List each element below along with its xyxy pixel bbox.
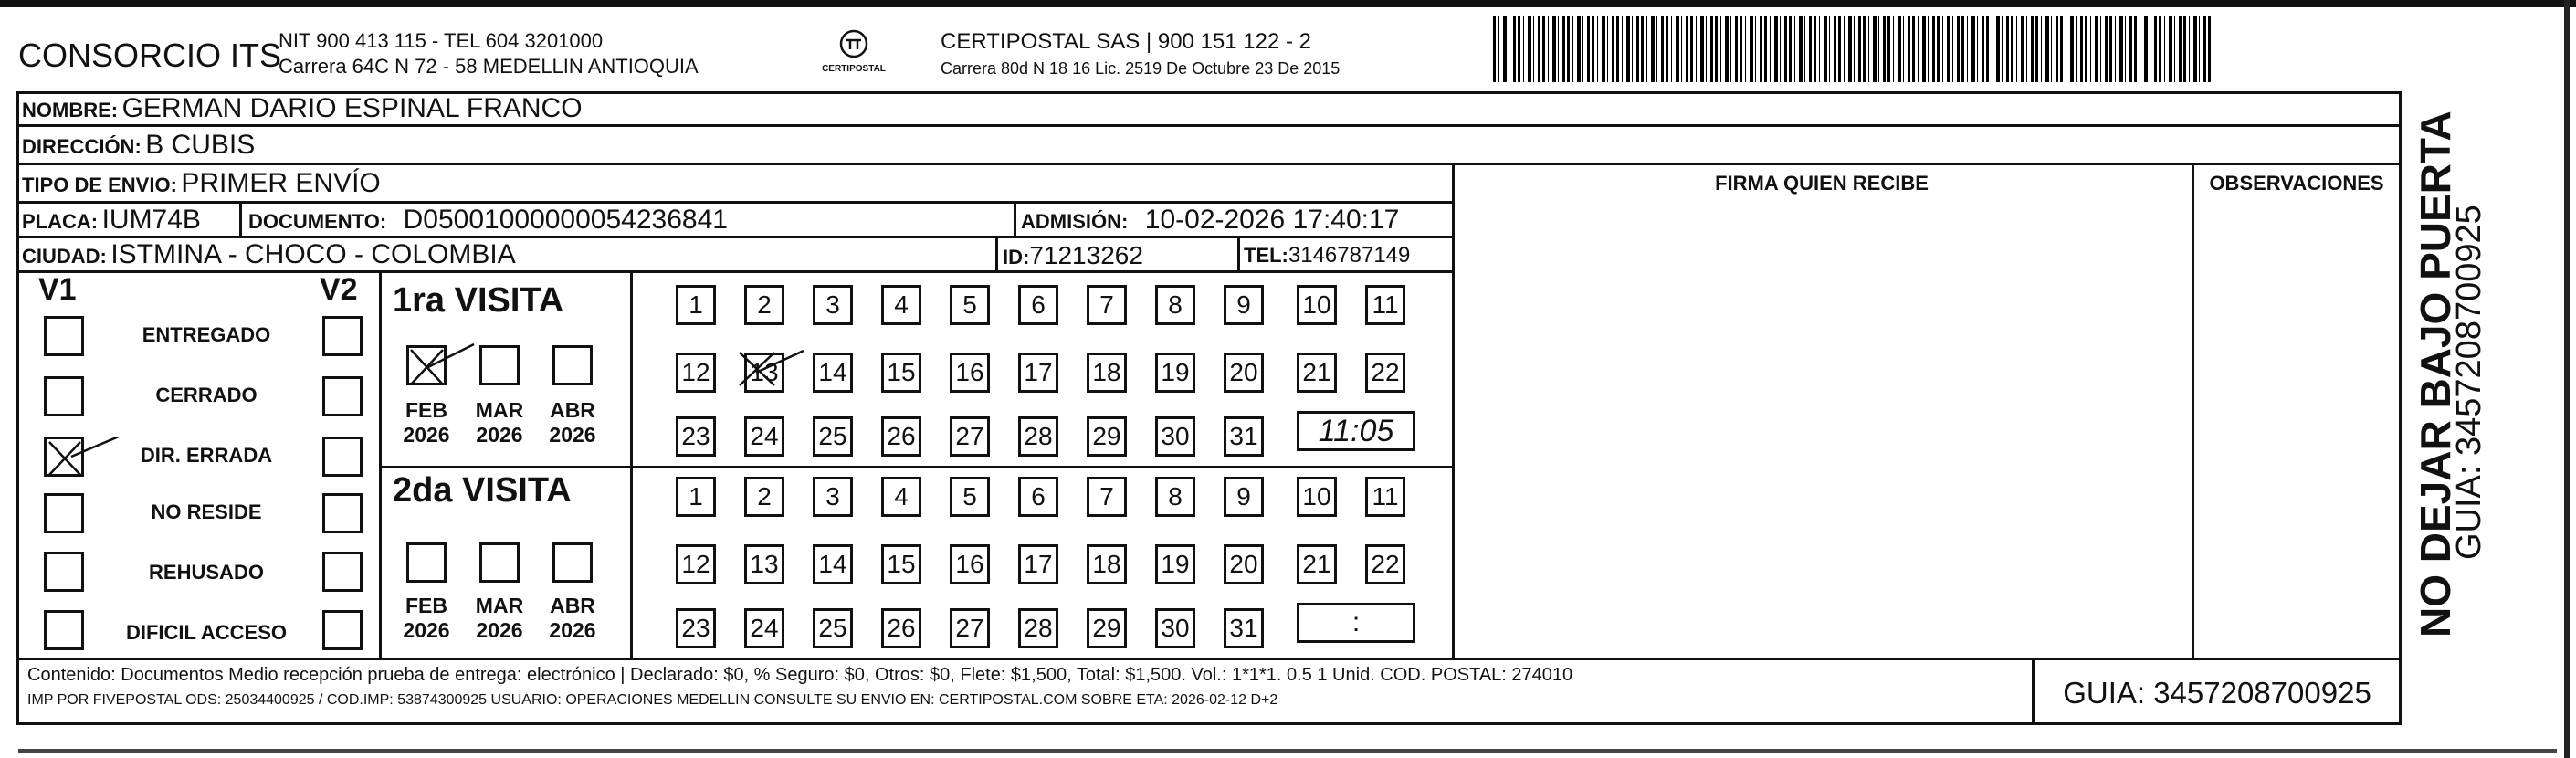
status-label: ENTREGADO (142, 323, 271, 346)
second-visit-day-2[interactable]: 2 (744, 477, 784, 517)
status-v2-box[interactable] (322, 437, 363, 477)
second-visit-month-box[interactable] (552, 542, 593, 583)
first-month-year: 2026 (476, 423, 523, 447)
second-visit-time-box[interactable] (1297, 603, 1415, 643)
no-dejar-warning: NO DEJAR BAJO PUERTA (2412, 111, 2459, 637)
courier-address: Carrera 80d N 18 16 Lic. 2519 De Octubre 23 De 2015 (941, 59, 1341, 78)
second-visit-day-16[interactable]: 16 (950, 544, 990, 584)
first-visit-month-box-checked[interactable] (406, 345, 447, 385)
admision-row (1021, 205, 1399, 236)
guia-box-text: GUIA: 3457208700925 (2063, 676, 2371, 710)
status-label: NO RESIDE (151, 500, 262, 523)
first-visit-day-31[interactable]: 31 (1224, 416, 1264, 457)
tipo-row (22, 168, 381, 199)
first-visit-day-16[interactable]: 16 (950, 353, 990, 393)
tel-value: 3146787149 (1288, 243, 1411, 268)
status-v1-box[interactable] (44, 493, 84, 533)
second-month-name: MAR (475, 594, 524, 617)
first-visit-day-11[interactable]: 11 (1365, 285, 1405, 325)
bottom-rule (18, 749, 2557, 753)
second-visit-day-6[interactable]: 6 (1018, 477, 1058, 517)
x-mark-icon (406, 337, 479, 388)
first-month-year: 2026 (549, 423, 596, 447)
first-visit-day-5[interactable]: 5 (950, 285, 990, 325)
second-visit-day-23[interactable]: 23 (676, 608, 716, 648)
second-visit-day-19[interactable]: 19 (1155, 544, 1195, 584)
second-visit-day-25[interactable]: 25 (813, 608, 853, 648)
address-line: Carrera 64C N 72 - 58 MEDELLIN ANTIOQUIA (279, 55, 699, 78)
second-visit-day-3[interactable]: 3 (813, 477, 853, 517)
status-v2-box[interactable] (322, 376, 363, 416)
tipo-label: TIPO DE ENVIO: (22, 174, 177, 196)
first-visit-day-24[interactable]: 24 (744, 416, 784, 457)
id-row (1003, 241, 1143, 270)
second-visit-day-1[interactable]: 1 (676, 477, 716, 517)
col-divider (630, 270, 633, 658)
status-label: DIFICIL ACCESO (125, 621, 287, 644)
visit-divider (379, 466, 1455, 468)
certipostal-logo-text: CERTIPOSTAL (822, 64, 886, 74)
second-visit-day-4[interactable]: 4 (881, 477, 921, 517)
first-visit-time: 11:05 (1318, 414, 1394, 448)
first-visit-time-box[interactable] (1297, 411, 1415, 451)
second-visit-day-8[interactable]: 8 (1155, 477, 1195, 517)
second-visit-day-18[interactable]: 18 (1087, 544, 1127, 584)
first-visit-day-12[interactable]: 12 (676, 353, 716, 393)
ciudad-row (22, 239, 516, 270)
ciudad-label: CIUDAD: (22, 245, 107, 268)
second-visit-day-10[interactable]: 10 (1297, 477, 1337, 517)
second-visit-day-20[interactable]: 20 (1224, 544, 1264, 584)
first-visit-month-box[interactable] (552, 345, 593, 385)
right-rule (2564, 0, 2570, 758)
second-visit-day-27[interactable]: 27 (950, 608, 990, 648)
first-visit-day-14[interactable]: 14 (813, 353, 853, 393)
first-visit-day-19[interactable]: 19 (1155, 353, 1195, 393)
documento-row (248, 205, 728, 236)
first-visit-day-9[interactable]: 9 (1224, 285, 1264, 325)
col-divider (379, 270, 382, 658)
first-visit-day-23[interactable]: 23 (676, 416, 716, 457)
footer-divider (16, 658, 2402, 660)
ciudad-value: ISTMINA - CHOCO - COLOMBIA (110, 239, 516, 269)
col-divider (239, 201, 242, 236)
col-divider (995, 236, 998, 270)
tipo-value: PRIMER ENVÍO (181, 168, 381, 198)
first-visit-day-25[interactable]: 25 (813, 416, 853, 457)
second-visit-day-5[interactable]: 5 (950, 477, 990, 517)
nit-line: NIT 900 413 115 - TEL 604 3201000 (279, 29, 604, 52)
tel-label: TEL: (1244, 244, 1288, 267)
barcode (1493, 16, 2211, 82)
second-visit-day-29[interactable]: 29 (1087, 608, 1127, 648)
day-13-x-mark-icon (738, 345, 811, 391)
status-v2-box[interactable] (322, 610, 363, 650)
first-visit-day-7[interactable]: 7 (1087, 285, 1127, 325)
first-visit-day-10[interactable]: 10 (1297, 285, 1337, 325)
status-label: DIR. ERRADA (140, 444, 273, 467)
status-v1-box[interactable] (44, 376, 84, 416)
direccion-value: B CUBIS (145, 130, 256, 160)
first-visit-day-21[interactable]: 21 (1297, 353, 1337, 393)
first-visit-day-30[interactable]: 30 (1155, 416, 1195, 457)
status-v1-box[interactable] (44, 610, 84, 650)
status-label: REHUSADO (149, 561, 264, 584)
first-visit-day-27[interactable]: 27 (950, 416, 990, 457)
first-visit-day-2[interactable]: 2 (744, 285, 784, 325)
row-divider (16, 201, 1455, 204)
first-visit-day-29[interactable]: 29 (1087, 416, 1127, 457)
second-visit-month-box[interactable] (406, 542, 447, 583)
first-visit-day-6[interactable]: 6 (1018, 285, 1058, 325)
contenido-line: Contenido: Documentos Medio recepción prueba de entrega: electrónico | Declarado: $0, % Seguro: $0, Otros: $0, Flete: $1,500, Total: $1,500. Vol.: 1*1*1. 0.5 1 Unid. COD. POSTAL: 274010 (27, 665, 1573, 685)
second-visit-day-24[interactable]: 24 (744, 608, 784, 648)
nombre-label: NOMBRE: (22, 99, 119, 121)
admision-label: ADMISIÓN: (1021, 210, 1129, 233)
col-divider (2192, 163, 2194, 658)
second-visit-day-22[interactable]: 22 (1365, 544, 1405, 584)
second-visit-day-12[interactable]: 12 (676, 544, 716, 584)
first-visit-day-3[interactable]: 3 (813, 285, 853, 325)
id-value: 71213262 (1029, 241, 1143, 269)
status-v2-box[interactable] (322, 493, 363, 533)
second-visit-time: : (1351, 607, 1361, 637)
second-visit-day-30[interactable]: 30 (1155, 608, 1195, 648)
placa-value: IUM74B (101, 205, 201, 235)
second-visit-day-31[interactable]: 31 (1224, 608, 1264, 648)
first-month-name: MAR (475, 398, 524, 422)
nombre-row (22, 93, 583, 124)
id-label: ID: (1003, 246, 1030, 268)
status-v2-box[interactable] (322, 316, 363, 356)
second-month-name: FEB (405, 594, 447, 617)
first-visit-day-13[interactable]: 13 (744, 353, 784, 393)
observaciones-label: OBSERVACIONES (2209, 172, 2384, 195)
col-divider (1452, 163, 1455, 658)
second-visit-day-9[interactable]: 9 (1224, 477, 1264, 517)
second-visit-day-28[interactable]: 28 (1018, 608, 1058, 648)
first-visit-day-18[interactable]: 18 (1087, 353, 1127, 393)
first-visit-day-26[interactable]: 26 (881, 416, 921, 457)
second-visit-day-26[interactable]: 26 (881, 608, 921, 648)
v1-label: V1 (38, 272, 77, 307)
second-visit-title: 2da VISITA (393, 471, 572, 510)
status-v1-box[interactable] (44, 316, 84, 356)
second-month-year: 2026 (403, 618, 450, 642)
v2-label: V2 (320, 272, 358, 307)
first-visit-day-1[interactable]: 1 (676, 285, 716, 325)
documento-value: D05001000000054236841 (403, 205, 728, 235)
first-visit-title: 1ra VISITA (393, 281, 564, 320)
row-divider (16, 124, 2402, 127)
row-divider (16, 163, 2402, 165)
documento-label: DOCUMENTO: (248, 210, 387, 233)
row-divider (16, 270, 1455, 273)
first-visit-day-17[interactable]: 17 (1018, 353, 1058, 393)
first-month-name: ABR (550, 398, 595, 422)
top-rule (0, 0, 2576, 7)
nombre-value: GERMAN DARIO ESPINAL FRANCO (121, 93, 583, 123)
second-visit-day-7[interactable]: 7 (1087, 477, 1127, 517)
direccion-row (22, 130, 255, 161)
second-visit-day-11[interactable]: 11 (1365, 477, 1405, 517)
status-v2-box[interactable] (322, 552, 363, 592)
col-divider (1237, 236, 1240, 270)
status-v1-box-checked[interactable] (44, 437, 84, 477)
tel-row (1244, 243, 1410, 268)
first-visit-day-20[interactable]: 20 (1224, 353, 1264, 393)
second-visit-day-17[interactable]: 17 (1018, 544, 1058, 584)
placa-label: PLACA: (22, 210, 99, 233)
status-label: CERRADO (155, 384, 258, 406)
side-guia: GUIA: 3457208700925 (2450, 205, 2488, 560)
first-visit-month-box[interactable] (479, 345, 520, 385)
placa-row (22, 205, 201, 236)
admision-value: 10-02-2026 17:40:17 (1144, 205, 1400, 235)
imp-line: IMP POR FIVEPOSTAL ODS: 25034400925 / COD.IMP: 53874300925 USUARIO: OPERACIONES MEDELLIN CONSULTE SU ENVIO EN: CERTIPOSTAL.COM SOBRE ETA: 2026-02-12 D+2 (27, 692, 1278, 708)
status-v1-box[interactable] (44, 552, 84, 592)
first-visit-day-28[interactable]: 28 (1018, 416, 1058, 457)
col-divider (1014, 201, 1016, 236)
second-month-year: 2026 (549, 618, 596, 642)
first-visit-day-8[interactable]: 8 (1155, 285, 1195, 325)
second-visit-month-box[interactable] (479, 542, 520, 583)
first-visit-day-22[interactable]: 22 (1365, 353, 1405, 393)
first-visit-day-4[interactable]: 4 (881, 285, 921, 325)
first-visit-day-15[interactable]: 15 (881, 353, 921, 393)
second-visit-day-13[interactable]: 13 (744, 544, 784, 584)
second-visit-day-15[interactable]: 15 (881, 544, 921, 584)
second-month-name: ABR (550, 594, 595, 617)
firma-label: FIRMA QUIEN RECIBE (1715, 172, 1929, 195)
second-visit-day-21[interactable]: 21 (1297, 544, 1337, 584)
first-month-name: FEB (405, 398, 447, 422)
courier-line: CERTIPOSTAL SAS | 900 151 122 - 2 (941, 29, 1311, 54)
second-month-year: 2026 (476, 618, 523, 642)
second-visit-day-14[interactable]: 14 (813, 544, 853, 584)
company-name: CONSORCIO ITS (18, 37, 282, 74)
first-month-year: 2026 (403, 423, 450, 447)
direccion-label: DIRECCIÓN: (22, 135, 142, 158)
